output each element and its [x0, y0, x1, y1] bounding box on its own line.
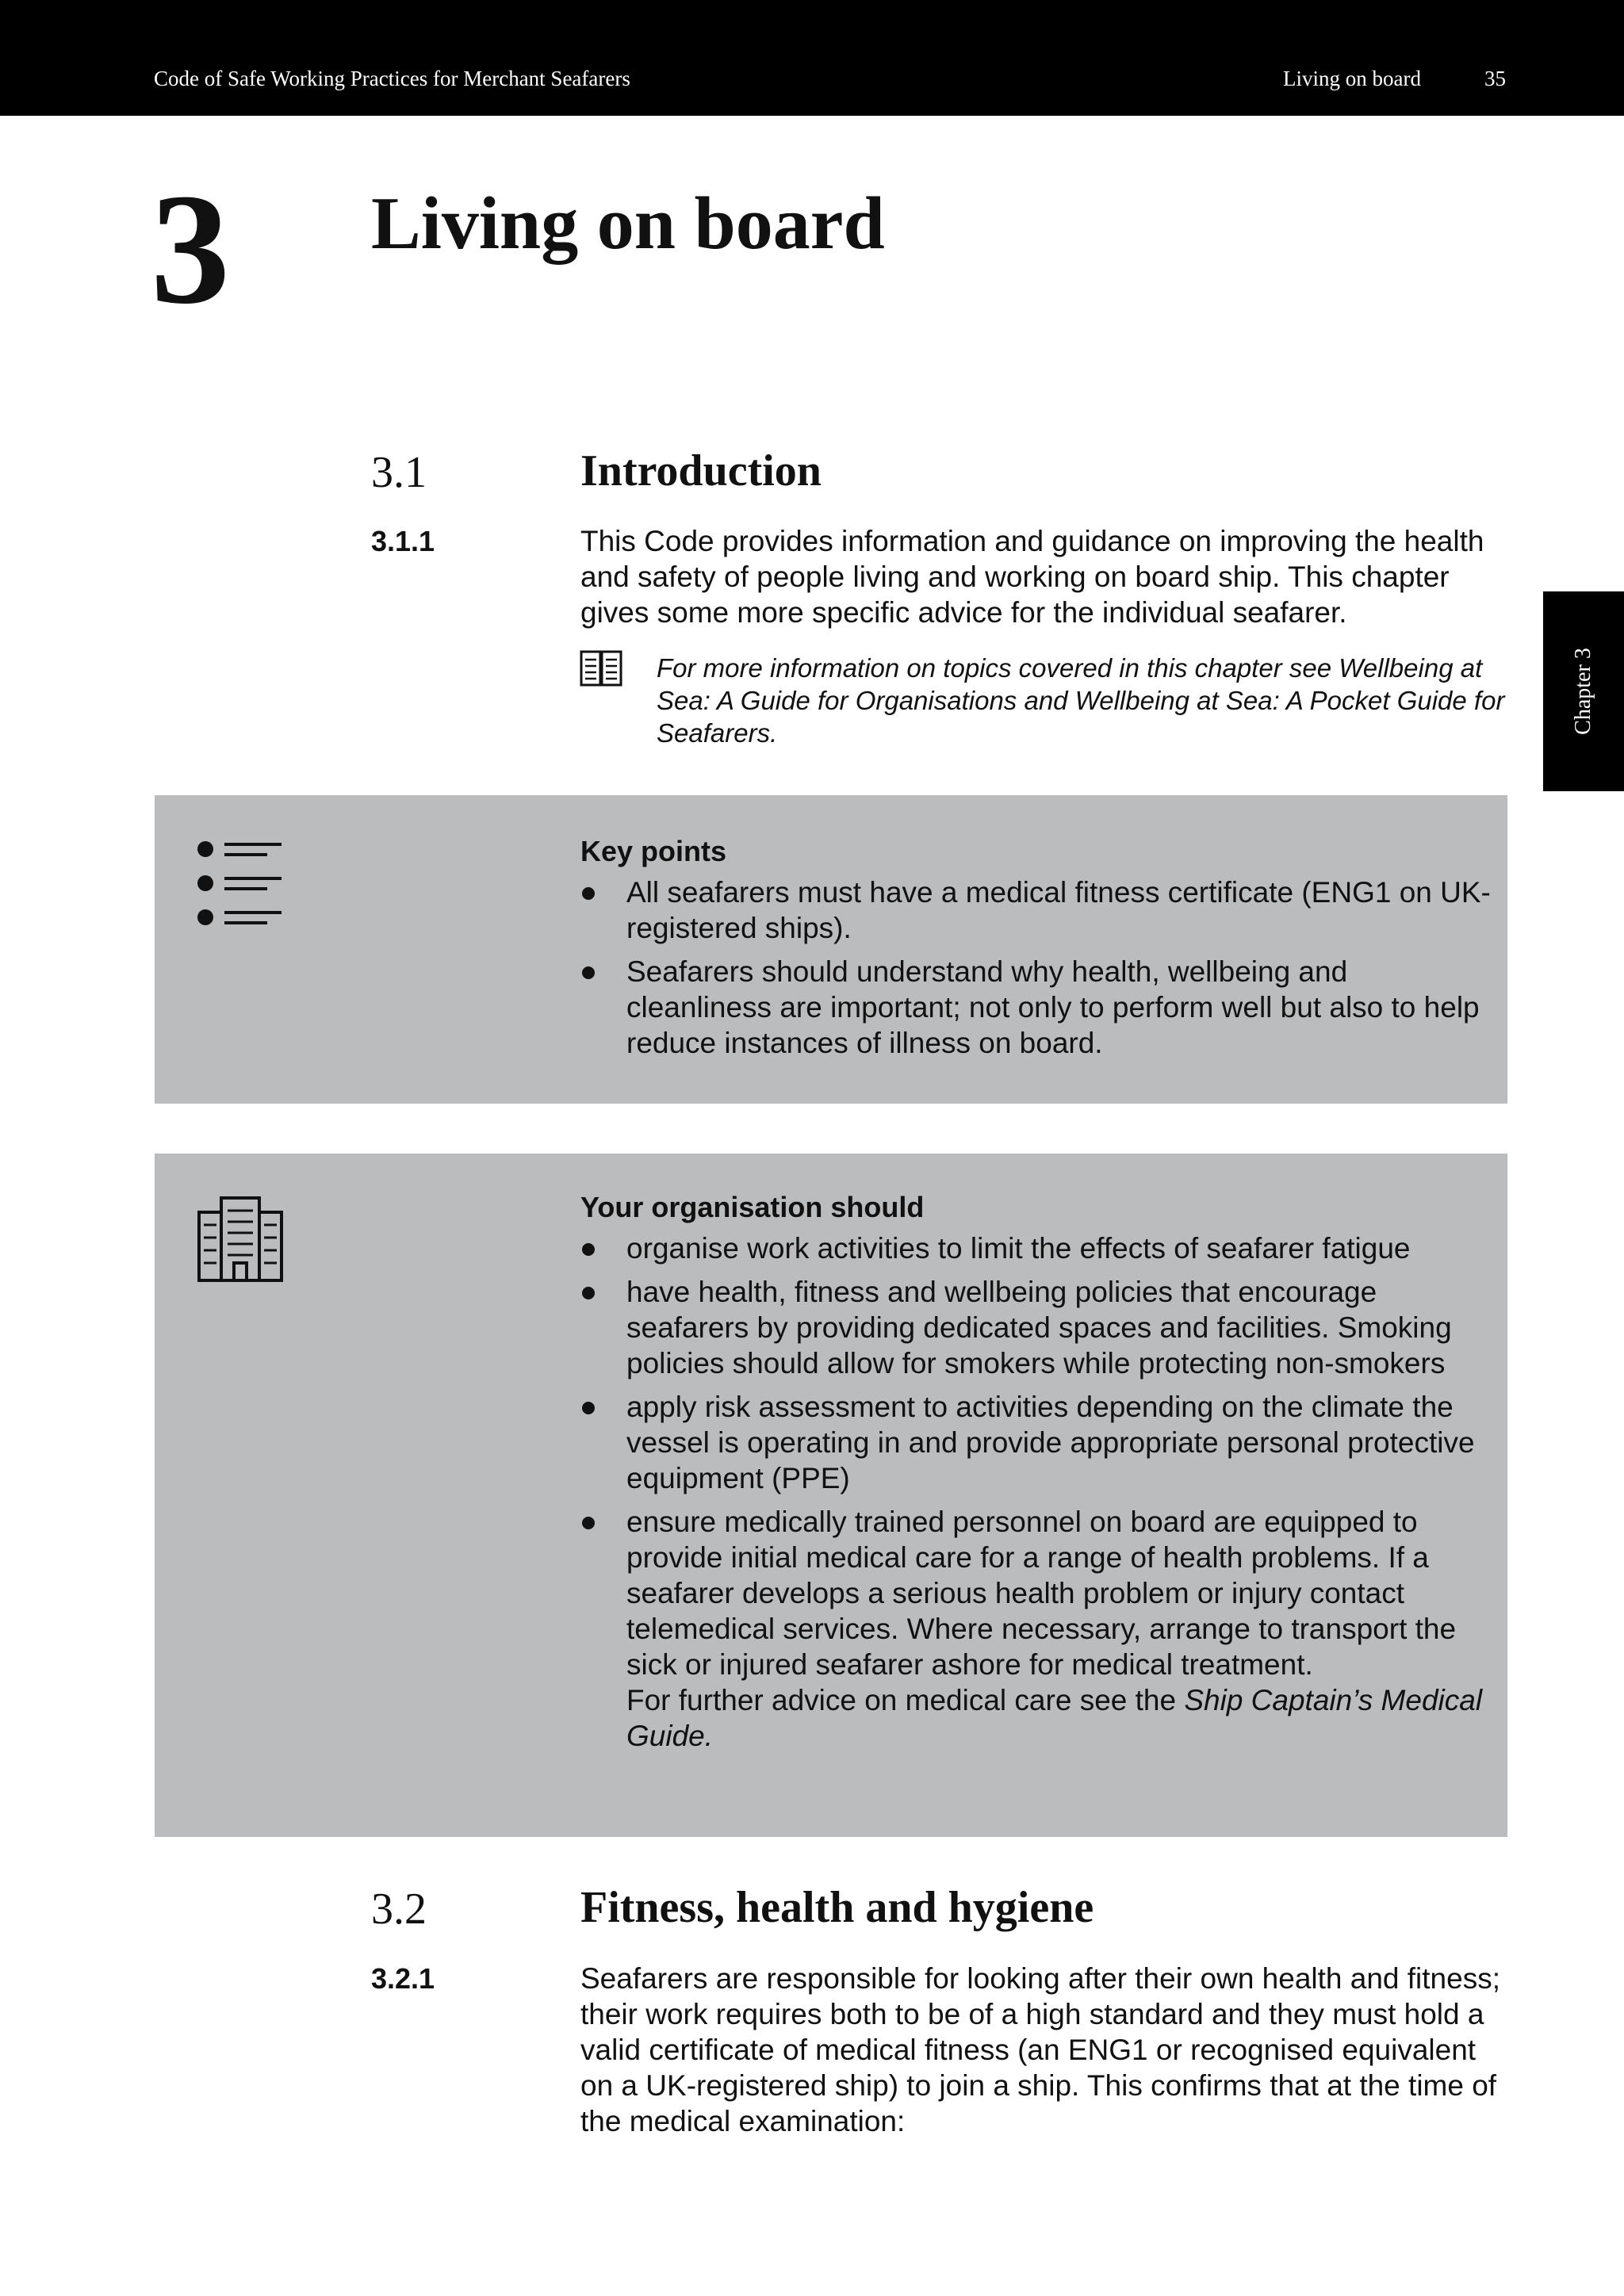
paragraph-number: 3.1.1	[371, 525, 435, 557]
further-advice	[626, 1682, 1492, 1754]
book-icon	[579, 649, 623, 688]
organisation-heading: Your organisation should	[580, 1191, 925, 1223]
list-item: apply risk assessment to activities depending on the climate the vessel is operating in and provide appropriate personal protective equipment (PPE)	[580, 1389, 1492, 1496]
paragraph-text: Seafarers are responsible for looking after their own health and fitness; their work requires both to be of a high standard and they must hold a valid certificate of medical fitness (an ENG1 or recognised equivalent on a UK-registered ship) to join a ship. This confirms that at the time of the medical examination:	[580, 1962, 1500, 2137]
section-number: 3.1	[371, 448, 427, 497]
document-title: Code of Safe Working Practices for Merchant Seafarers	[154, 67, 630, 90]
running-section-name: Living on board	[1283, 67, 1421, 90]
chapter-number: 3	[151, 162, 230, 337]
list-item-text: ensure medically trained personnel on board are equipped to provide initial medical care for a range of health problems. If a seafarer develops a serious health problem or injury contact telemedical services. Where necessary, arrange to transport the sick or injured seafarer ashore for medical treatment.	[626, 1506, 1457, 1681]
key-points-heading: Key points	[580, 835, 727, 867]
reference-note: For more information on topics covered in this chapter see Wellbeing at Sea: A Guide for Organisations and Wellbeing at Sea: A Pocket Guide for Seafarers.	[657, 653, 1505, 748]
paragraph-number: 3.2.1	[371, 1962, 435, 1995]
key-points-box	[155, 795, 1507, 1104]
key-points-list	[580, 874, 1492, 1061]
list-item	[580, 1504, 1492, 1754]
paragraph-text: This Code provides information and guidance on improving the health and safety of people living and working on board ship. This chapter gives some more specific advice for the individual seafarer.	[580, 525, 1484, 629]
chapter-tab	[1543, 591, 1624, 791]
organisation-list	[580, 1230, 1492, 1754]
building-icon	[196, 1195, 285, 1282]
list-item: organise work activities to limit the effects of seafarer fatigue	[580, 1230, 1492, 1266]
section-title: Fitness, health and hygiene	[580, 1883, 1094, 1932]
page-header	[0, 0, 1624, 116]
chapter-tab-label: Chapter 3	[1571, 648, 1595, 735]
bullet-list-icon	[196, 836, 285, 930]
organisation-box	[155, 1154, 1507, 1837]
organisation-content	[580, 1189, 1492, 1762]
section-number: 3.2	[371, 1885, 427, 1934]
list-item: have health, fitness and wellbeing policies that encourage seafarers by providing dedicated spaces and facilities. Smoking policies should allow for smokers while protecting non-smokers	[580, 1274, 1492, 1381]
chapter-title: Living on board	[371, 182, 885, 265]
list-item: Seafarers should understand why health, wellbeing and cleanliness are important; not only to perform well but also to help reduce instances of illness on board.	[580, 954, 1492, 1061]
medical-guide-title: Ship Captain’s Medical Guide.	[626, 1684, 1483, 1752]
list-item: All seafarers must have a medical fitness certificate (ENG1 on UK-registered ships).	[580, 874, 1492, 946]
further-advice-prefix: For further advice on medical care see the	[626, 1684, 1185, 1716]
key-points-content	[580, 833, 1492, 1069]
page-number: 35	[1484, 67, 1506, 90]
section-title: Introduction	[580, 446, 822, 496]
